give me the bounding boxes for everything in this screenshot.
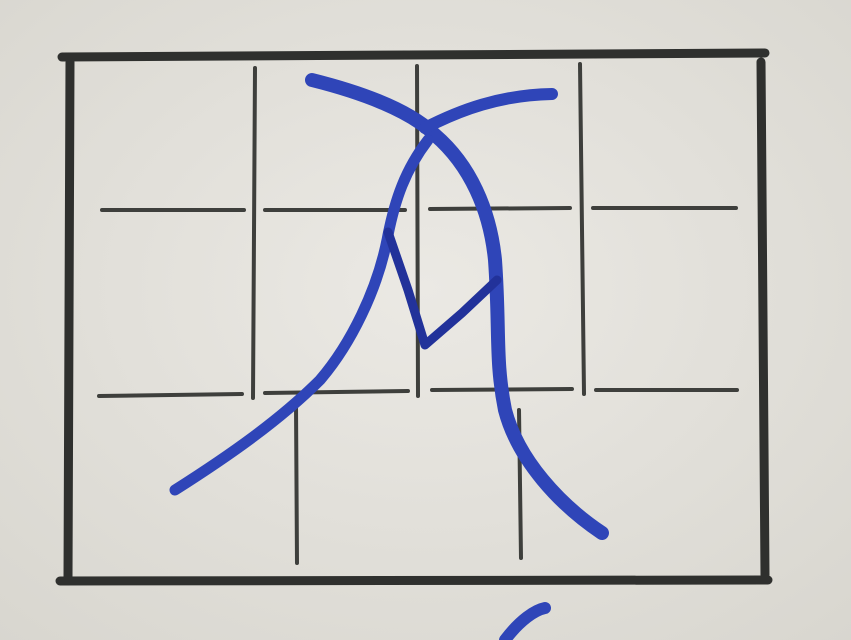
grid-hline-2a: [99, 394, 242, 396]
frame-bottom: [60, 580, 768, 581]
frame-left: [68, 62, 70, 578]
frame-top: [62, 53, 765, 57]
grid-vline-1: [253, 68, 255, 398]
grid-hline-2b: [265, 391, 408, 393]
grid-hline-1c: [430, 208, 570, 209]
frame-right: [761, 62, 765, 575]
grid-vline-4: [296, 405, 297, 563]
